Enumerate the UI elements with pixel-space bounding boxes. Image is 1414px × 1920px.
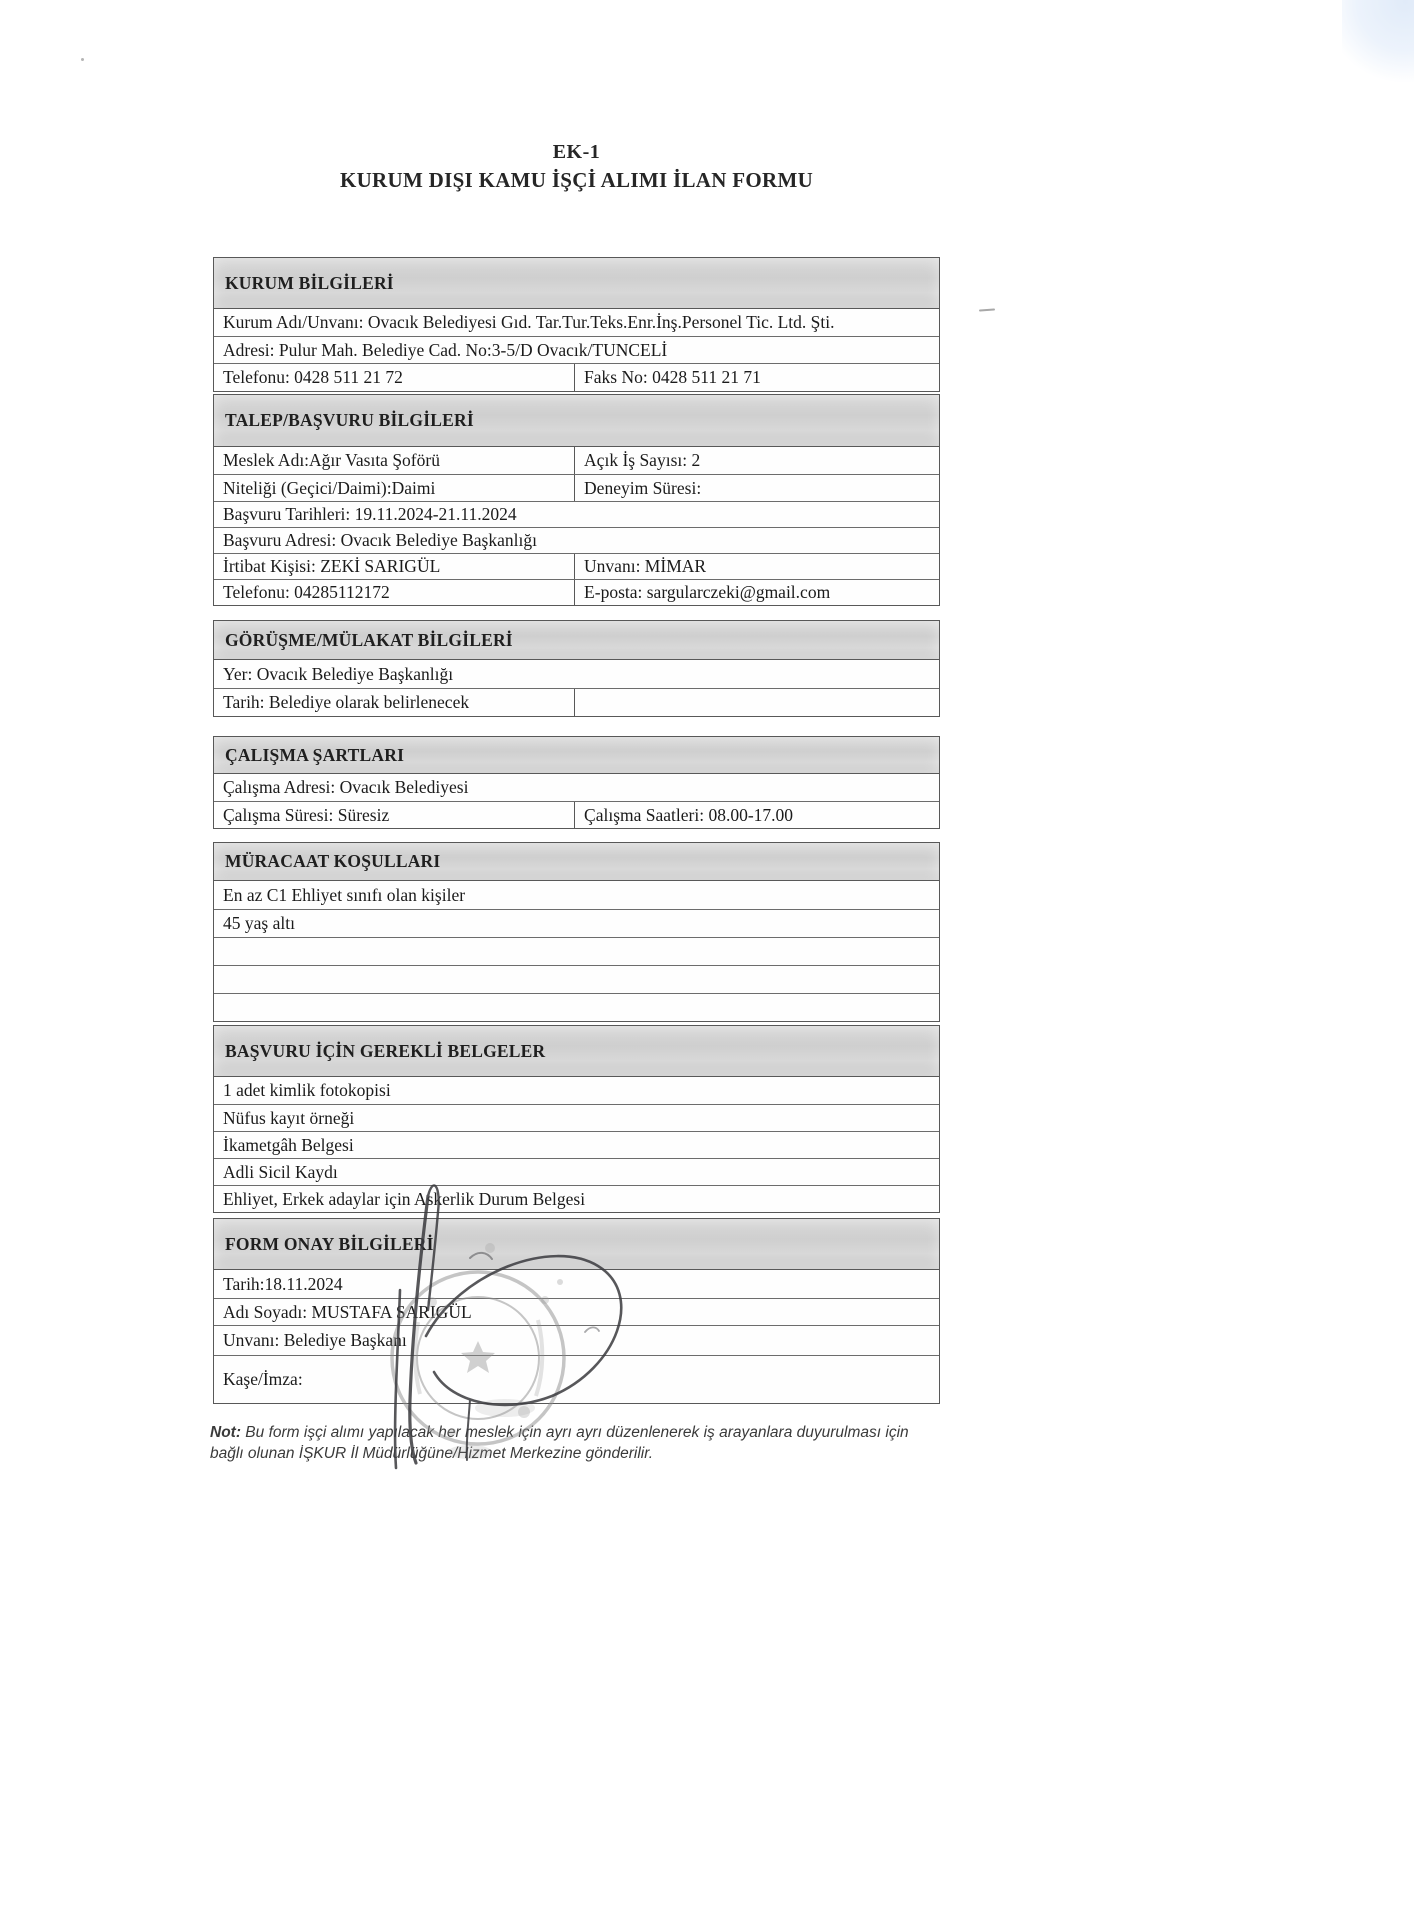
form-row [214, 993, 939, 1021]
section-header-gorusme-mulakat-bilgileri: GÖRÜŞME/MÜLAKAT BİLGİLERİ [213, 620, 940, 660]
footer-note-label: Not: [210, 1423, 241, 1441]
section-rows [213, 774, 940, 829]
form-cell: Çalışma Süresi: Süresiz [214, 802, 575, 828]
form-cell: 45 yaş altı [223, 913, 295, 933]
footer-note [210, 1422, 944, 1465]
form-row [214, 774, 939, 801]
form-cell: Deneyim Süresi: [584, 477, 702, 498]
form-cell: Unvanı: MİMAR [584, 556, 707, 576]
section-header-kurum-bilgileri: KURUM BİLGİLERİ [213, 257, 940, 309]
section-basvuru-icin-gerekli-belgeler [213, 1025, 940, 1213]
footer-note-text: Bu form işçi alımı yapılacak her meslek için ayrı ayrı düzenlenerek iş arayanlara duyurulması için bağlı olunan İŞKUR İl Müdürlüğüne/Hizmet Merkezine gönderilir. [210, 1423, 909, 1462]
form-cell: Kurum Adı/Unvanı: Ovacık Belediyesi Gıd. Tar.Tur.Teks.Enr.İnş.Personel Tic. Ltd. Şti. [223, 312, 835, 332]
form-cell: Niteliği (Geçici/Daimi):Daimi [214, 475, 575, 501]
form-cell: Unvanı: Belediye Başkanı [223, 1330, 407, 1350]
form-cell [575, 689, 939, 716]
form-cell: En az C1 Ehliyet sınıfı olan kişiler [223, 884, 466, 905]
form-cell: İkametgâh Belgesi [223, 1134, 354, 1155]
section-rows [213, 881, 940, 1022]
section-rows [213, 447, 940, 606]
section-gorusme-mulakat-bilgileri [213, 620, 940, 717]
form-cell: Ehliyet, Erkek adaylar için Askerlik Durum Belgesi [223, 1188, 586, 1209]
form-row [214, 965, 939, 993]
form-cell [214, 938, 939, 965]
scan-artifact-top-right [1342, 0, 1414, 90]
form-row [214, 1131, 939, 1158]
form-cell: Açık İş Sayısı: 2 [584, 450, 701, 470]
section-rows [213, 660, 940, 717]
form-cell: İrtibat Kişisi: ZEKİ SARIGÜL [214, 554, 575, 579]
section-calisma-sartlari [213, 736, 940, 829]
document-title [213, 139, 940, 195]
form-cell [214, 966, 939, 993]
title-ek1: EK-1 [552, 141, 601, 163]
form-cell: Adresi: Pulur Mah. Belediye Cad. No:3-5/D Ovacık/TUNCELİ [223, 339, 668, 360]
form-row [214, 1077, 939, 1104]
form-row [214, 501, 939, 527]
form-row [214, 881, 939, 909]
form-cell: Çalışma Adresi: Ovacık Belediyesi [223, 777, 469, 797]
form-table [213, 257, 940, 1404]
form-row [214, 1185, 939, 1212]
form-row [214, 660, 939, 688]
section-header-form-onay-bilgileri: FORM ONAY BİLGİLERİ [213, 1218, 940, 1270]
form-cell: Telefonu: 04285112172 [214, 580, 575, 605]
section-rows [213, 1270, 940, 1404]
section-talep-basvuru-bilgileri [213, 394, 940, 606]
section-form-onay-bilgileri [213, 1218, 940, 1404]
form-row [214, 309, 939, 336]
section-header-talep-basvuru-bilgileri: TALEP/BAŞVURU BİLGİLERİ [213, 394, 940, 447]
form-cell: 1 adet kimlik fotokopisi [223, 1080, 391, 1100]
form-row [214, 1325, 939, 1355]
section-header-basvuru-icin-gerekli-belgeler: BAŞVURU İÇİN GEREKLİ BELGELER [213, 1025, 940, 1077]
form-cell: Tarih: Belediye olarak belirlenecek [214, 689, 575, 716]
form-cell: Kaşe/İmza: [223, 1369, 303, 1389]
form-cell: Adı Soyadı: MUSTAFA SARIGÜL [223, 1301, 472, 1322]
form-row [214, 909, 939, 937]
form-cell: E-posta: sargularczeki@gmail.com [584, 582, 831, 602]
form-row [214, 688, 939, 716]
form-row [214, 336, 939, 363]
form-cell: Telefonu: 0428 511 21 72 [214, 364, 575, 391]
form-row [214, 363, 939, 391]
form-row [214, 527, 939, 553]
form-row [214, 447, 939, 474]
scan-artifact-dash [979, 308, 995, 311]
section-kurum-bilgileri [213, 257, 940, 392]
form-row [214, 1298, 939, 1325]
section-rows [213, 1077, 940, 1213]
form-row [214, 579, 939, 605]
form-cell: Çalışma Saatleri: 08.00-17.00 [584, 804, 794, 825]
title-form-name: KURUM DIŞI KAMU İŞÇİ ALIMI İLAN FORMU [339, 168, 814, 192]
section-header-calisma-sartlari: ÇALIŞMA ŞARTLARI [213, 736, 940, 774]
scan-artifact-dot [81, 58, 84, 61]
form-row [214, 553, 939, 579]
form-cell: Adli Sicil Kaydı [223, 1161, 338, 1182]
section-muracaat-kosullari [213, 842, 940, 1022]
form-row [214, 474, 939, 501]
form-row [214, 937, 939, 965]
form-row [214, 1270, 939, 1298]
form-row [214, 1355, 939, 1403]
form-cell: Başvuru Tarihleri: 19.11.2024-21.11.2024 [223, 504, 517, 524]
form-row [214, 1104, 939, 1131]
form-row [214, 1158, 939, 1185]
form-cell [214, 994, 939, 1021]
form-cell: Başvuru Adresi: Ovacık Belediye Başkanlığı [223, 530, 537, 550]
form-cell: Faks No: 0428 511 21 71 [584, 367, 761, 387]
section-header-muracaat-kosullari: MÜRACAAT KOŞULLARI [213, 842, 940, 881]
form-cell: Nüfus kayıt örneği [223, 1107, 355, 1128]
form-cell: Tarih:18.11.2024 [223, 1273, 343, 1294]
form-cell: Meslek Adı:Ağır Vasıta Şoförü [214, 447, 575, 474]
form-row [214, 801, 939, 828]
form-cell: Yer: Ovacık Belediye Başkanlığı [223, 663, 454, 684]
section-rows [213, 309, 940, 392]
